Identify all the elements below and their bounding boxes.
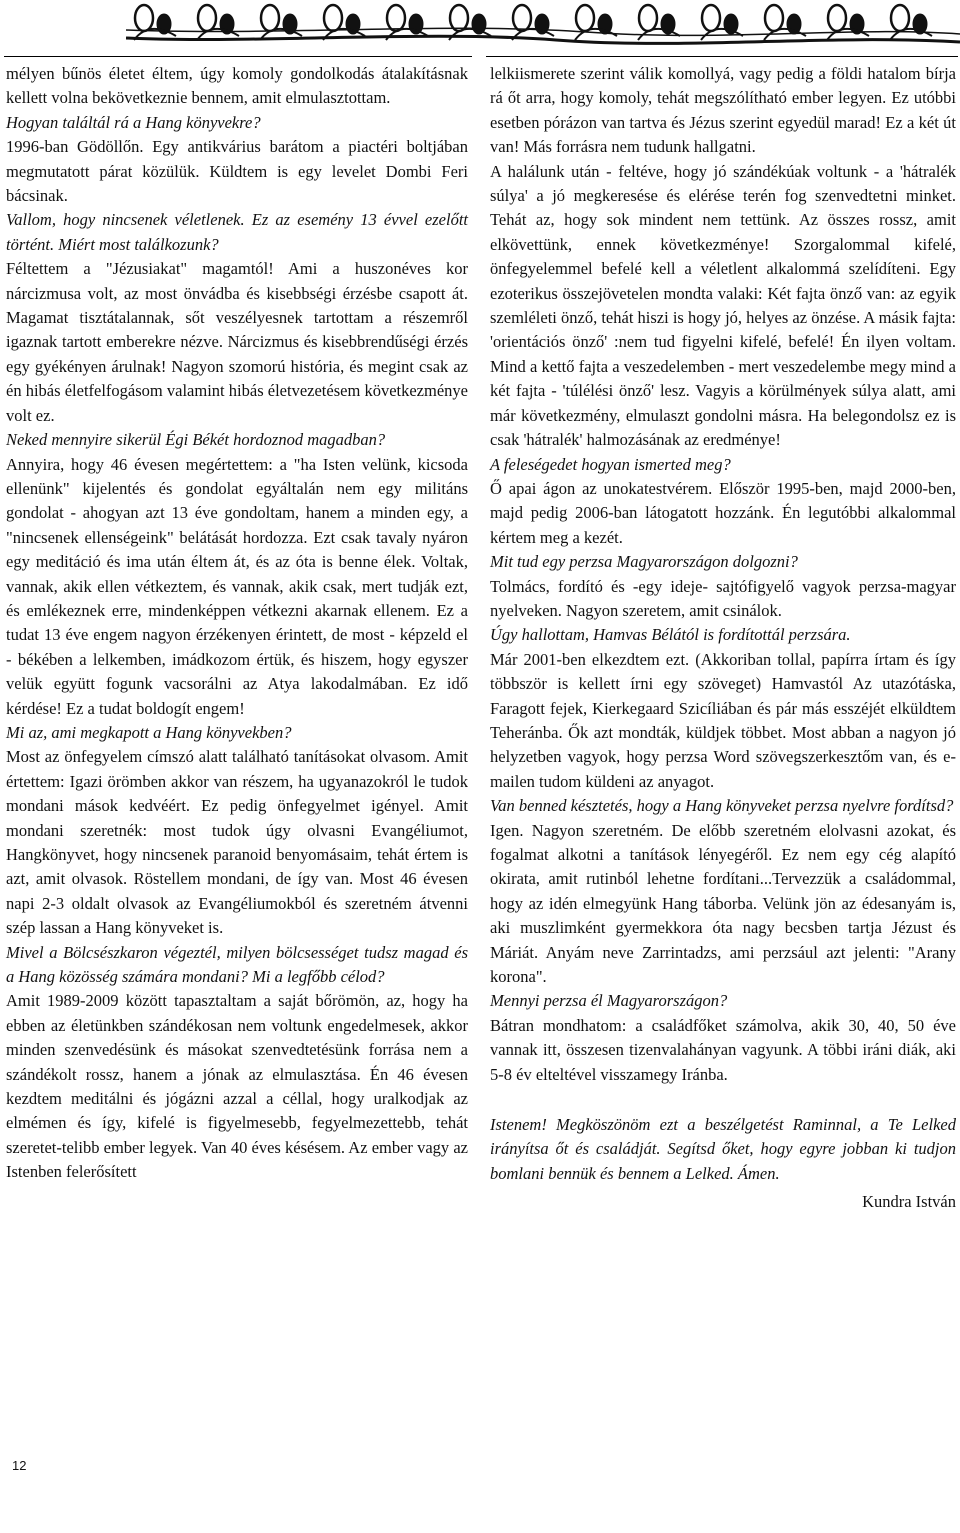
interview-answer: A halálunk után - feltéve, hogy jó szándékúak voltunk - a 'hátralék súlya' a jó megkeresése és elérése terén fog szenvedtetni minket. Tehát az, hogy sok mindent nem tettünk. Az összes rossz, amit elkövettünk, ennek következménye! Szorgalommal kifelé, önfegyelemmel befelé kell a véletlent alkalommá szelídíteni. Egy ezoterikus összejövetelen mondta valaki: Két fajta önző van: az egyik szemléleti önző, tehát hiszi is hogy jó, helyes az önzése. A másik fajta: 'orientációs önző' :nem tud figyelni kifelé, befelé! Én ilyen voltam. Mind a kettő fajta a veszedelemben - mert veszedelembe megy mind a két fajta - 'túlélési önző' lesz. Vagyis a körülmények súlya alatt, ami már következmény, elmulaszt gondolni másra. Ha belegondolsz ez is csak 'hátralék' halmozásának az eredménye!: [490, 161, 956, 450]
author-signature: Kundra István: [862, 1192, 956, 1212]
left-column: [6, 62, 468, 1185]
interview-question: Mivel a Bölcsészkaron végeztél, milyen bölcsességet tudsz magad és a Hang közösség számára mondani? Mi a legfőbb célod?: [6, 942, 468, 987]
interview-question: Hogyan találtál rá a Hang könyvekre?: [6, 112, 261, 132]
interview-question: Mi az, ami megkapott a Hang könyvekben?: [6, 722, 292, 742]
interview-answer: Amit 1989-2009 között tapasztaltam a saját bőrömön, az, hogy ha ebben az életünkben szándékosan nem voltunk engedelmesek, akkor minden szenvedésünk és másokat szenvedtetésünk forrása nem a szándékolt rossz, hanem a jónak az elmulasztása. Én 46 évesen kezdtem meditálni és jógázni azzal a céllal, hogy uralkodjak az elmémen és így, kifelé is figyelmesebb, fegyelmezettebb, tehát szeretet-telibb ember legyek. Van 40 éves késésem. Az ember vagy az Istenben felerősített: [6, 991, 468, 1182]
interview-answer: lelkiismerete szerint válik komollyá, vagy pedig a földi hatalom bírja rá őt arra, hogy komoly, tehát megszólítható ember legyen. Ez utóbbi esetben pórázon van tartva és Jézus szerint egyedül marad! Ez a két út van! Más forrásra nem tudunk hallgatni.: [490, 64, 956, 157]
interview-answer: Féltettem a "Jézusiakat" magamtól! Ami a huszonéves kor nárcizmusa volt, az most önvádba és kisebbségi érzésbe csapott át. Magamat tisztátalannak, sőt veszélyesnek tartottam a részemről igaznak tartott emberekre nézve. Nárcizmus és kisebbrendűségi érzés egy gyékényen árulnak! Nagyon szomorú história, és megint csak az én hibás életfelfogásom valamint hibás életvezetésem következménye volt ez.: [6, 259, 468, 425]
interview-question: Van benned késztetés, hogy a Hang könyveket perzsa nyelvre fordítsd?: [490, 796, 954, 816]
floral-border-ornament: [126, 0, 960, 50]
interview-question: Úgy hallottam, Hamvas Bélától is fordítottál perzsára.: [490, 625, 851, 645]
interview-question: Mit tud egy perzsa Magyarországon dolgozni?: [490, 552, 798, 572]
interview-answer: Már 2001-ben elkezdtem ezt. (Akkoriban tollal, papírra írtam és így többször is kellett írni egy szöveget) Hamvastól Az utazótáska, Faragott fejek, Kierkegaard Szicíliában és pár más esszéjét elküldtem Teheránba. Ők azt mondták, küldjek többet. Most abban a nagyon jó helyzetben vagyok, hogy perzsa Word szövegszerkesztőm van, és e-mailen tudom küldeni az anyagot.: [490, 649, 956, 791]
interview-answer: Bátran mondhatom: a családfőket számolva, akik 30, 40, 50 éve vannak itt, összesen tizenvalahányan vagyunk. A többi iráni diák, aki 5-8 év elteltével visszamegy Iránba.: [490, 1015, 956, 1084]
closing-prayer: Istenem! Megköszönöm ezt a beszélgetést Raminnal, a Te Lelked irányítsa őt és családját. Segítsd őket, hogy egyre jobban ki tudjon bomlani bennük és bennem a Lelked. Ámen.: [490, 1115, 956, 1183]
interview-answer: Ő apai ágon az unokatestvérem. Először 1995-ben, majd 2000-ben, majd pedig 2006-ban látogatott hozzánk. Én legutóbbi alkalommal kértem meg a kezét.: [490, 478, 956, 547]
interview-answer: Tolmács, fordító és -egy ideje- sajtófigyelő vagyok perzsa-magyar nyelveken. Nagyon szeretem, amit csinálok.: [490, 576, 956, 620]
left-column-rule: [4, 56, 472, 57]
interview-question: Vallom, hogy nincsenek véletlenek. Ez az esemény 13 évvel ezelőtt történt. Miért most találkozunk?: [6, 210, 468, 254]
interview-question: Mennyi perzsa él Magyarországon?: [490, 991, 728, 1011]
interview-question: A feleségedet hogyan ismerted meg?: [490, 454, 731, 474]
interview-answer: mélyen bűnös életet éltem, úgy komoly gondolkodás átalakításnak kellett volna bekövetkeznie bennem, amit elmulasztottam.: [6, 64, 468, 108]
interview-answer: Annyira, hogy 46 évesen megértettem: a "ha Isten velünk, kicsoda ellenünk" kijelentés és gondolat egyáltalán nem egy militáns gondolat - ahogyan azt 13 éve gondoltam, hanem a minden egy, a "nincsenek ellenségeink" belátását hordozza. Ezt csak tavaly nyáron egy meditáció és ima után éltem át, és az óta is benne élek. Voltak, vannak, akik ellen vétkeztem, és vannak, akik csak, mert tudják ezt, és emlékeznek erre, mindenképpen vétkezni akarnak ellenem. Ez a tudat 13 éve engem nagyon érzékenyen érintett, de most - képzeld el - békében a lelkemben, imádkozom értük, és hiszem, hogy egyszer velük együtt fogunk vacsorálni az Atya lakodalmában. Ez idő kérdése! Ez a tudat boldogít engem!: [6, 454, 468, 718]
interview-answer: Igen. Nagyon szeretném. De előbb szeretném elolvasni azokat, és fogalmat alkotni a tanítások lényegéről. Ez nem egy cég alapító okirata, amit rutinból lehetne fordítani...Tervezzük a családommal, hogy az idén elmegyünk Hang táborba. Velünk jön az édesanyám is, aki muszlimként gyermekkora óta nagy becsben tartja Jézust és Máriát. Anyám neve Zarrintadzs, ami perzsául azt jelenti: "Arany korona".: [490, 820, 956, 987]
interview-question: Neked mennyire sikerül Égi Békét hordoznod magadban?: [6, 430, 386, 450]
interview-answer: 1996-ban Gödöllőn. Egy antikvárius barátom a piactéri boltjában megmutatott párat közülük. Küldtem is egy levelet Dombi Feri bácsinak.: [6, 137, 468, 206]
right-column-rule: [486, 56, 958, 57]
right-column: [490, 62, 956, 1215]
page-number: 12: [12, 1458, 27, 1473]
interview-answer: Most az önfegyelem címszó alatt található tanításokat olvasom. Amit értettem: Igazi örömben akkor van részem, ha ugyanazokról le tudok mondani mások kedvéért. Ez pedig önfegyelmet igényel. Amit mondani szeretnék: most tudok úgy olvasni Evangéliumot, Hangkönyvet, hogy nincsenek paranoid benyomásaim, tehát értem is azt, amit olvasok. Röstellem mondani, de így van. Most 46 évesen napi 2-3 oldalt olvasok az Evangéliumokból és szeretném átvenni szép lassan a Hang könyveket is.: [6, 747, 468, 938]
